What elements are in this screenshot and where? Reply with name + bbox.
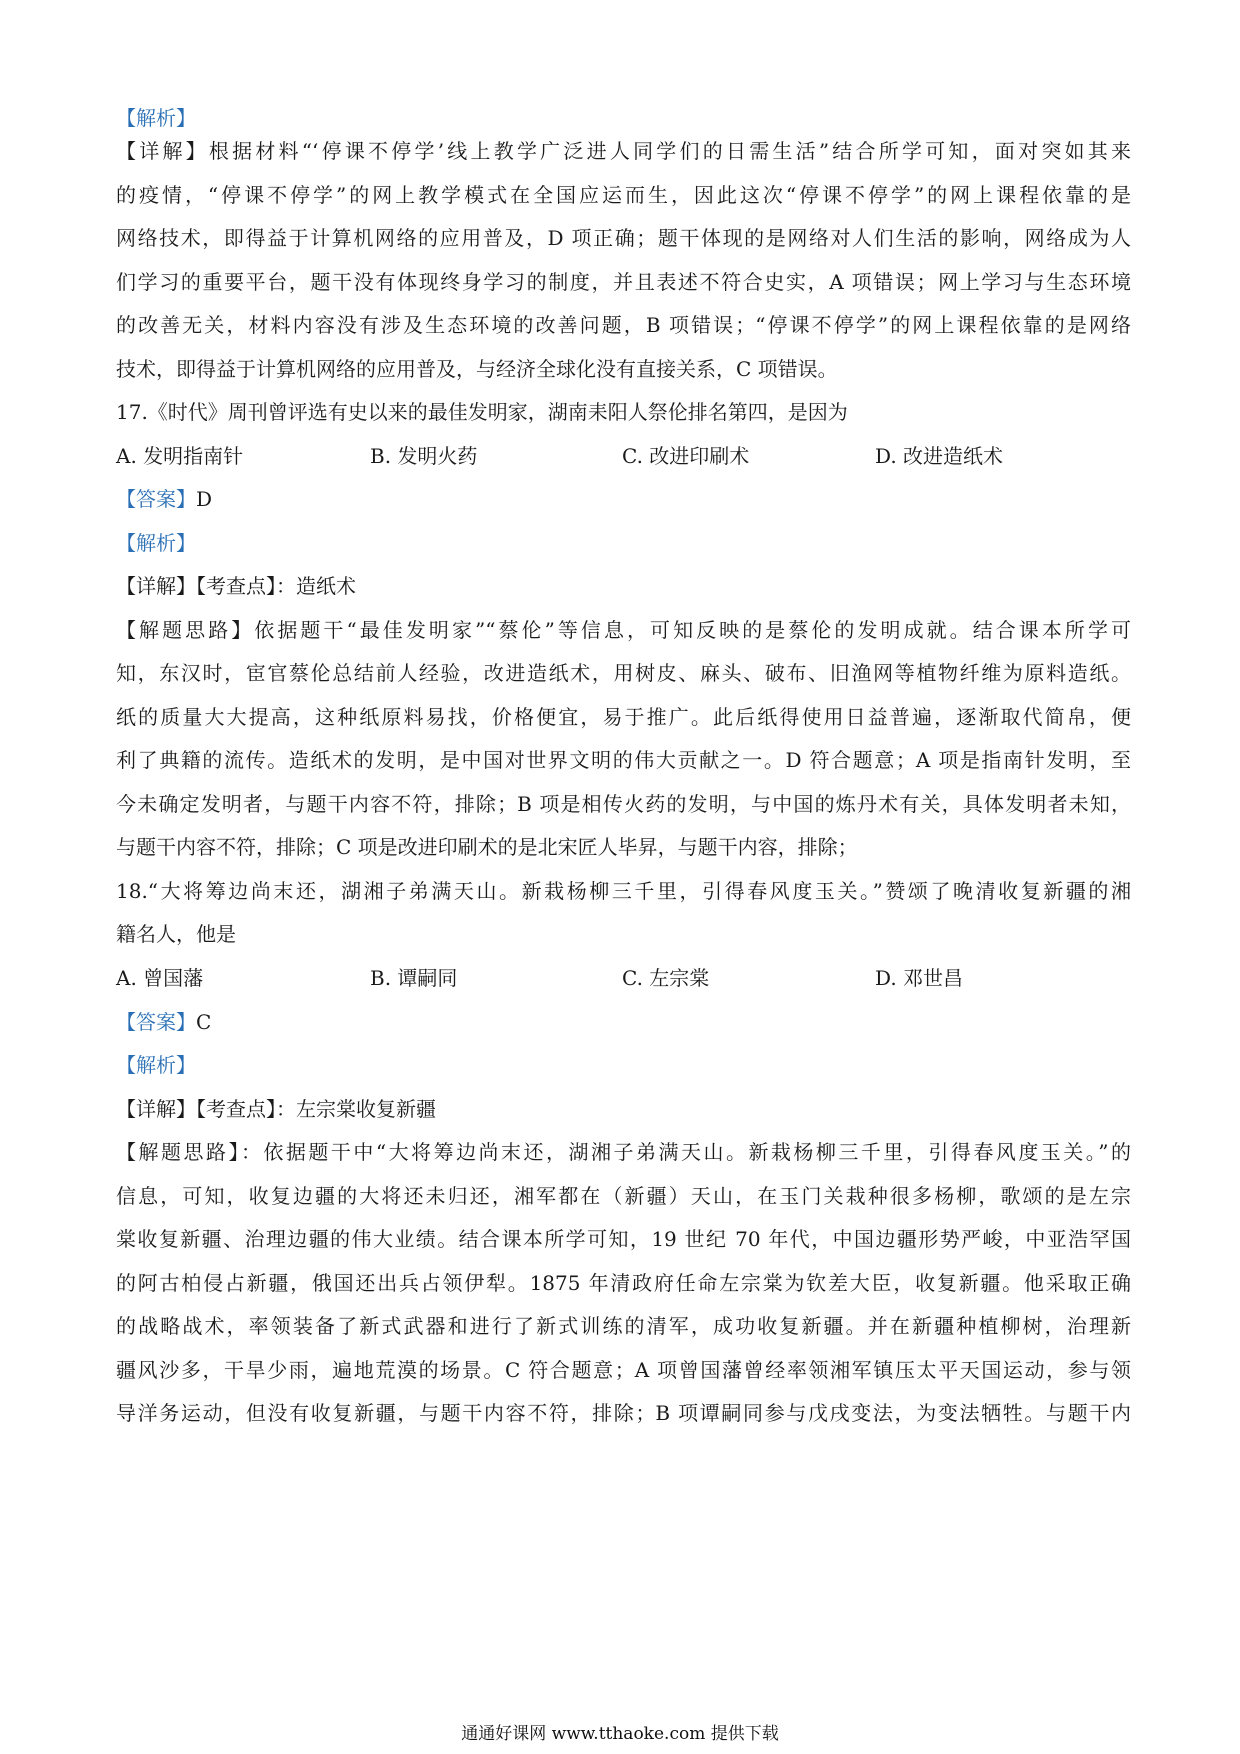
q16-detail-line: 技术，即得益于计算机网络的应用普及，与经济全球化没有直接关系，C 项错误。 xyxy=(116,357,838,381)
q17-reasoning-line: 【解题思路】依据题干“最佳发明家”“蔡伦”等信息，可知反映的是蔡伦的发明成就。结合课本所学可 xyxy=(116,618,1131,642)
q18-reasoning-line: 信息，可知，收复边疆的大将还未归还，湘军都在（新疆）天山，在玉门关栽种很多杨柳，歌颂的是左宗 xyxy=(116,1184,1131,1208)
q18-reasoning-line: 疆风沙多，干旱少雨，遍地荒漠的场景。C 符合题意；A 项曾国藩曾经率领湘军镇压太平天国运动，参与领 xyxy=(116,1358,1131,1382)
q17-answer-label: 【答案】 xyxy=(116,487,196,511)
q18-option-a: A. 曾国藩 xyxy=(116,966,204,990)
q18-option-d: D. 邓世昌 xyxy=(875,966,964,990)
q18-stem-line: 籍名人，他是 xyxy=(116,922,236,946)
q18-analysis-label: 【解析】 xyxy=(116,1053,196,1077)
q16-detail-line: 们学习的重要平台，题干没有体现终身学习的制度，并且表述不符合史实，A 项错误；网上学习与生态环境 xyxy=(116,270,1131,294)
q16-detail-line: 【详解】根据材料“‘停课不停学’线上教学广泛进人同学们的日需生活”结合所学可知，面对突如其来 xyxy=(116,139,1131,163)
q17-option-a: A. 发明指南针 xyxy=(116,444,244,468)
q18-option-b: B. 谭嗣同 xyxy=(370,966,458,990)
q17-reasoning-line: 知，东汉时，宦官蔡伦总结前人经验，改进造纸术，用树皮、麻头、破布、旧渔网等植物纤维为原料造纸。 xyxy=(116,661,1131,685)
q16-detail-line: 网络技术，即得益于计算机网络的应用普及，D 项正确；题干体现的是网络对人们生活的影响，网络成为人 xyxy=(116,226,1131,250)
q18-reasoning-line: 导洋务运动，但没有收复新疆，与题干内容不符，排除；B 项谭嗣同参与戊戌变法，为变法牺牲。与题干内 xyxy=(116,1401,1131,1425)
q18-reasoning-line: 的战略战术，率领装备了新式武器和进行了新式训练的清军，成功收复新疆。并在新疆种植柳树，治理新 xyxy=(116,1314,1131,1338)
q17-reasoning-line: 今未确定发明者，与题干内容不符，排除；B 项是相传火药的发明，与中国的炼丹术有关，具体发明者未知， xyxy=(116,792,1131,816)
q17-answer xyxy=(116,485,1131,513)
q18-stem-line: 18.“大将筹边尚末还，湖湘子弟满天山。新栽杨柳三千里，引得春风度玉关。”赞颂了晚清收复新疆的湘 xyxy=(116,879,1131,903)
q18-exam-point: 【详解】【考查点】：左宗棠收复新疆 xyxy=(116,1097,436,1121)
q17-analysis-label: 【解析】 xyxy=(116,531,196,555)
page-footer: 通通好课网 www.tthaoke.com 提供下载 xyxy=(461,1724,779,1744)
q17-reasoning-line: 与题干内容不符，排除；C 项是改进印刷术的是北宋匠人毕昇，与题干内容，排除； xyxy=(116,835,858,859)
q17-reasoning-line: 利了典籍的流传。造纸术的发明，是中国对世界文明的伟大贡献之一。D 符合题意；A 项是指南针发明，至 xyxy=(116,748,1131,772)
q17-option-c: C. 改进印刷术 xyxy=(622,444,750,468)
q17-stem: 17.《时代》周刊曾评选有史以来的最佳发明家，湖南耒阳人祭伦排名第四，是因为 xyxy=(116,400,848,424)
q18-answer-value: C xyxy=(196,1010,212,1034)
q18-reasoning-line: 棠收复新疆、治理边疆的伟大业绩。结合课本所学可知，19 世纪 70 年代，中国边疆形势严峻，中亚浩罕国 xyxy=(116,1227,1131,1251)
q18-reasoning-line: 【解题思路】：依据题干中“大将筹边尚末还，湖湘子弟满天山。新栽杨柳三千里，引得春风度玉关。”的 xyxy=(116,1140,1131,1164)
q16-detail-line: 的改善无关，材料内容没有涉及生态环境的改善问题，B 项错误；“停课不停学”的网上课程依靠的是网络 xyxy=(116,313,1131,337)
q17-exam-point: 【详解】【考查点】：造纸术 xyxy=(116,574,356,598)
q18-option-c: C. 左宗棠 xyxy=(622,966,710,990)
q16-detail-line: 的疫情，“停课不停学”的网上教学模式在全国应运而生，因此这次“停课不停学”的网上课程依靠的是 xyxy=(116,183,1131,207)
q17-option-b: B. 发明火药 xyxy=(370,444,478,468)
q18-answer-label: 【答案】 xyxy=(116,1010,196,1034)
q18-answer xyxy=(116,1008,1131,1036)
q17-option-d: D. 改进造纸术 xyxy=(875,444,1004,468)
q16-analysis-label: 【解析】 xyxy=(116,106,196,130)
q18-reasoning-line: 的阿古柏侵占新疆，俄国还出兵占领伊犁。1875 年清政府任命左宗棠为钦差大臣，收复新疆。他采取正确 xyxy=(116,1271,1131,1295)
q17-answer-value: D xyxy=(196,487,213,511)
q17-reasoning-line: 纸的质量大大提高，这种纸原料易找，价格便宜，易于推广。此后纸得使用日益普遍，逐渐取代简帛，便 xyxy=(116,705,1131,729)
